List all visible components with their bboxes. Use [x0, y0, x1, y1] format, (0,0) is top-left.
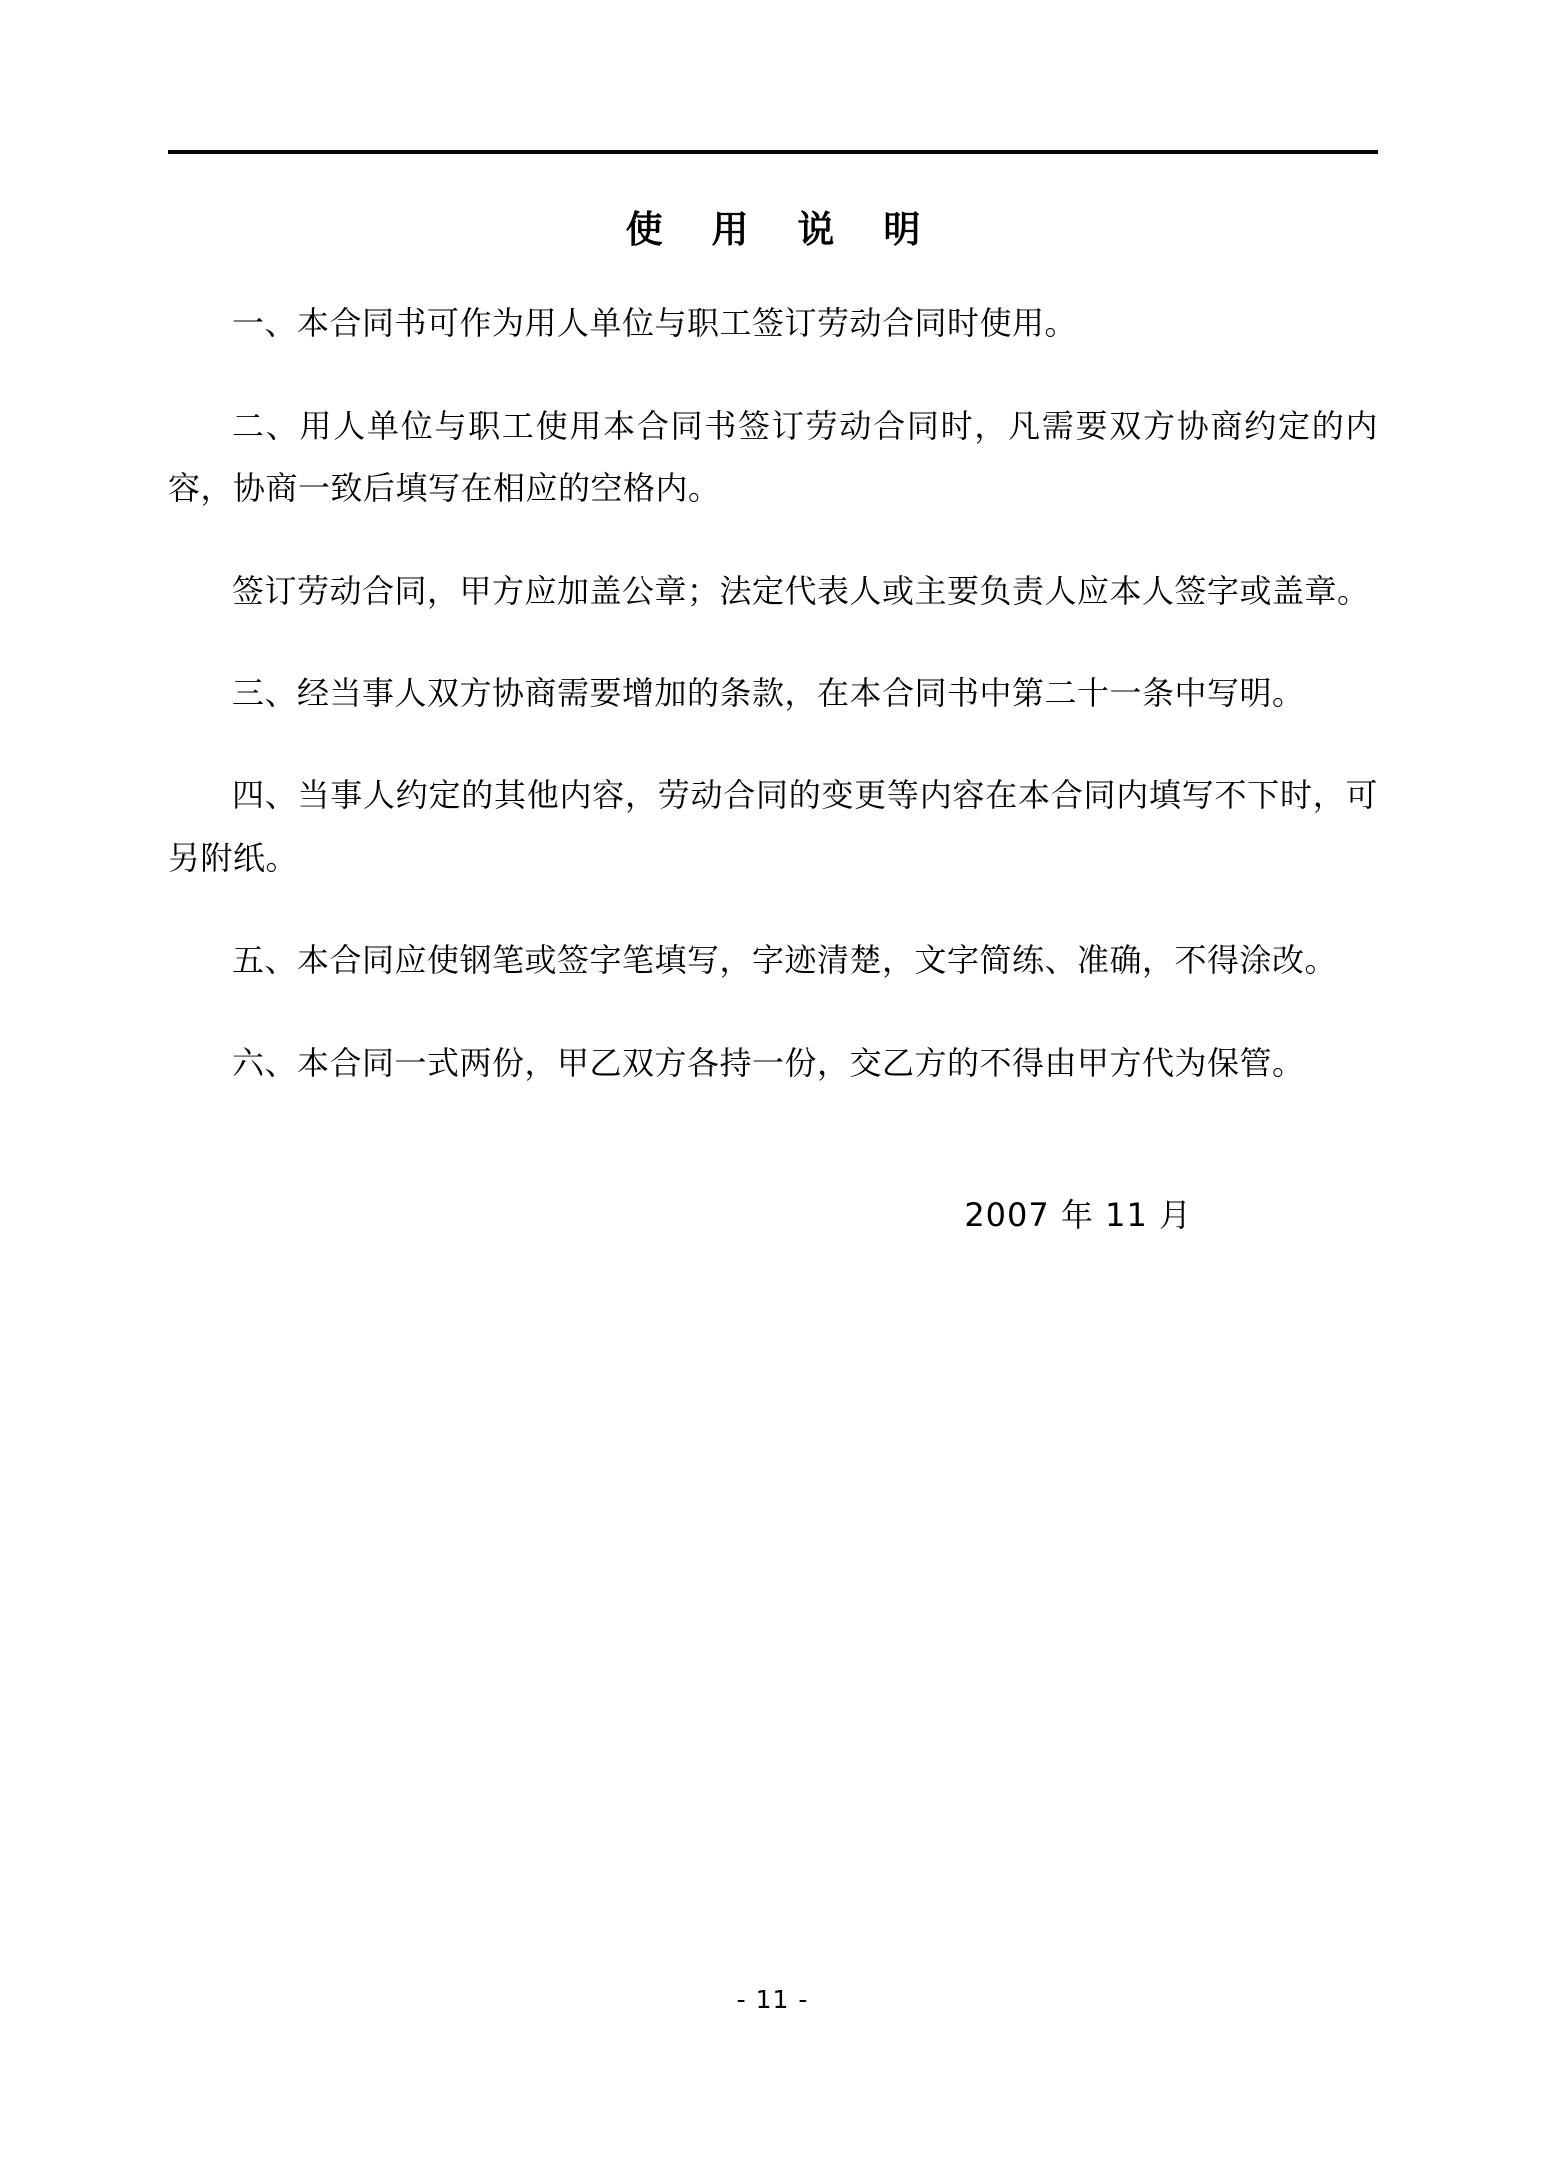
instruction-item-3: 三、经当事人双方协商需要增加的条款，在本合同书中第二十一条中写明。 [232, 673, 1305, 712]
header-divider [168, 150, 1378, 154]
instruction-item-6: 六、本合同一式两份，甲乙双方各持一份，交乙方的不得由甲方代为保管。 [232, 1043, 1305, 1082]
instruction-item-1: 一、本合同书可作为用人单位与职工签订劳动合同时使用。 [232, 304, 1078, 343]
instruction-item-5: 五、本合同应使钢笔或签字笔填写，字迹清楚，文字简练、准确，不得涂改。 [232, 941, 1338, 980]
page-title: 使 用 说 明 [625, 208, 939, 251]
instruction-item-2: 二、用人单位与职工使用本合同书签订劳动合同时，凡需要双方协商约定的内容，协商一致后填写在相应的空格内。 [168, 406, 1378, 508]
instruction-item-2-note: 签订劳动合同，甲方应加盖公章；法定代表人或主要负责人应本人签字或盖章。 [232, 571, 1370, 610]
page-number: - 11 - [736, 1985, 809, 2014]
instruction-item-4: 四、当事人约定的其他内容，劳动合同的变更等内容在本合同内填写不下时，可另附纸。 [168, 776, 1378, 877]
document-body [168, 150, 1378, 1236]
sign-date: 2007 年 11 月 [964, 1195, 1192, 1234]
